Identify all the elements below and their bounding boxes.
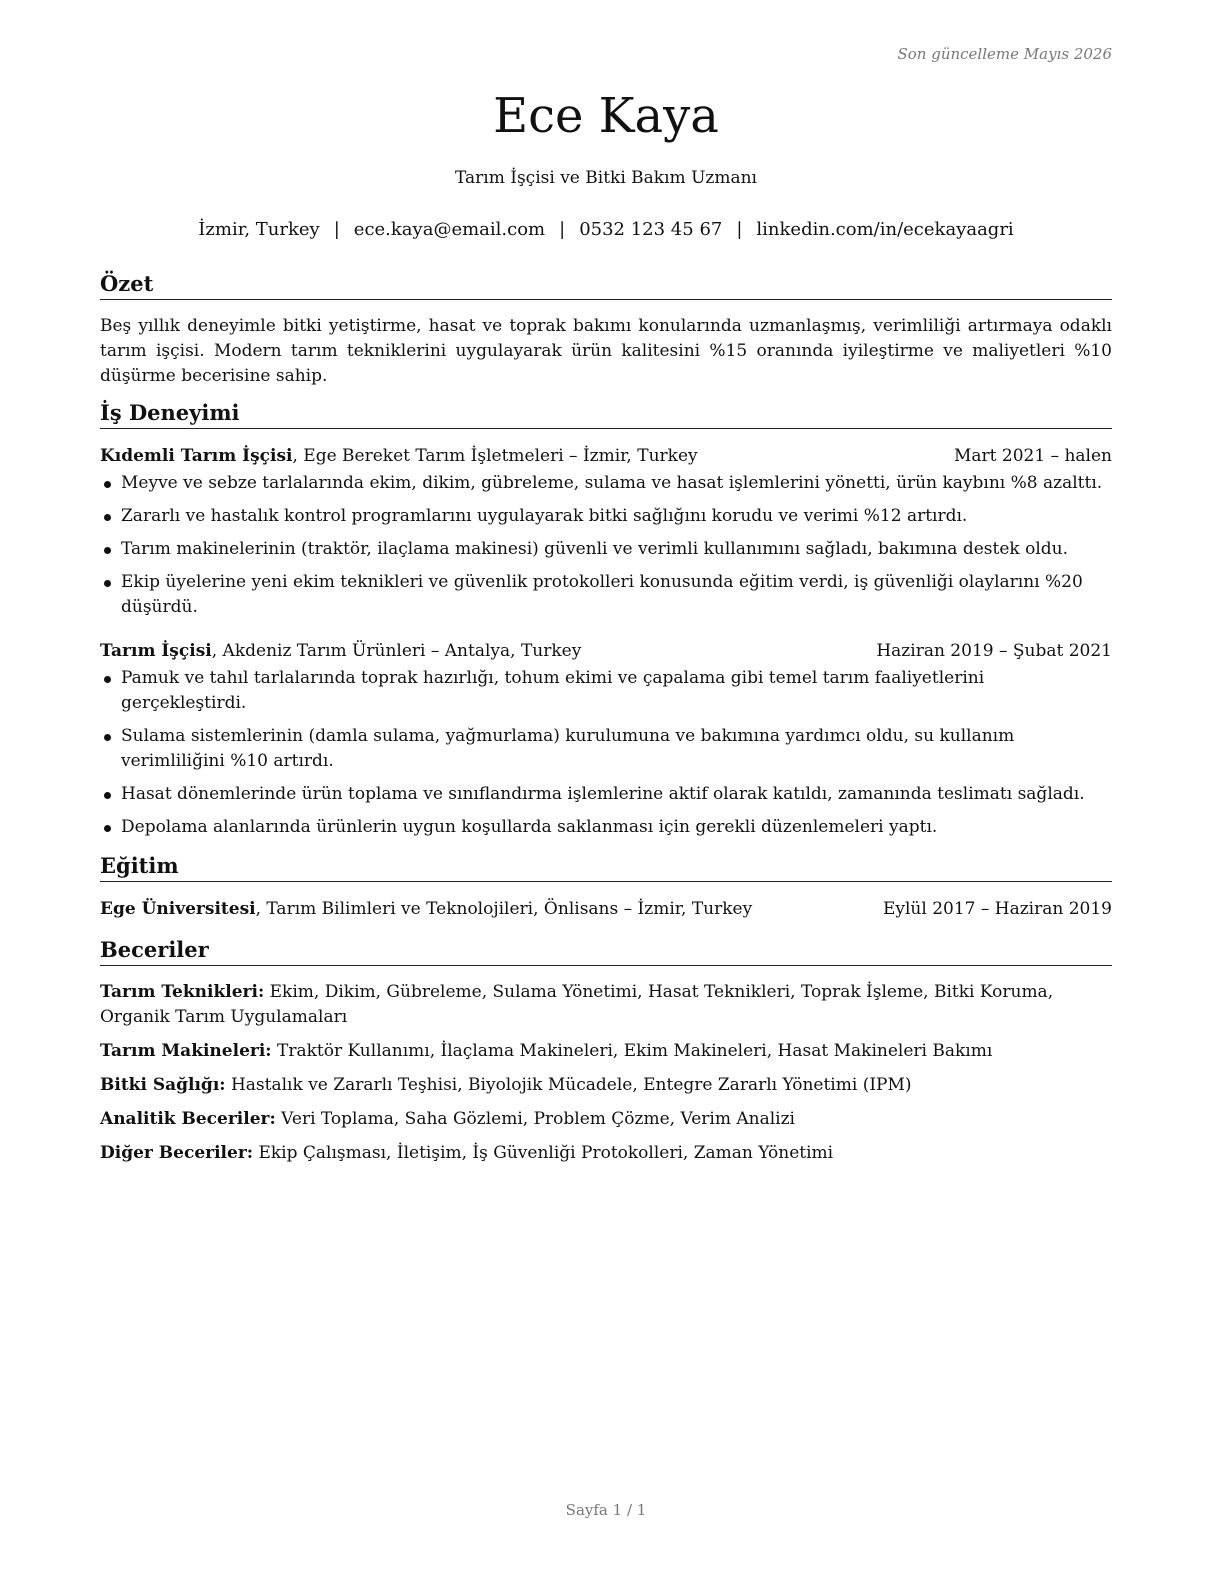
education-detail: , Tarım Bilimleri ve Teknolojileri, Önlisans – İzmir, Turkey	[255, 899, 753, 919]
job-company: , Akdeniz Tarım Ürünleri – Antalya, Turkey	[211, 641, 582, 661]
candidate-title: Tarım İşçisi ve Bitki Bakım Uzmanı	[455, 168, 757, 188]
job-company: , Ege Bereket Tarım İşletmeleri – İzmir, Turkey	[292, 446, 698, 466]
bullet-item: Meyve ve sebze tarlalarında ekim, dikim, gübreleme, sulama ve hasat işlemlerini yönetti, ürün kaybını %8 azalttı.	[100, 471, 1112, 496]
experience-section	[100, 399, 1112, 840]
summary-section	[100, 270, 1112, 389]
education-section	[100, 852, 1112, 922]
candidate-name: Ece Kaya	[493, 88, 719, 144]
skill-value: Ekim, Dikim, Gübreleme, Sulama Yönetimi, Hasat Teknikleri, Toprak İşleme, Bitki Koruma, Organik Tarım Uygulamaları	[100, 982, 1054, 1027]
skill-label: Analitik Beceriler:	[100, 1109, 276, 1129]
bullet-item: Pamuk ve tahıl tarlalarında toprak hazırlığı, tohum ekimi ve çapalama gibi temel tarım faaliyetlerini gerçekleştirdi.	[100, 666, 1112, 716]
skill-group	[100, 1141, 1112, 1166]
skill-value: Traktör Kullanımı, İlaçlama Makineleri, Ekim Makineleri, Hasat Makineleri Bakımı	[271, 1041, 993, 1061]
job-role-line	[100, 443, 698, 469]
skill-value: Veri Toplama, Saha Gözlemi, Problem Çözme, Verim Analizi	[275, 1109, 795, 1129]
section-heading-experience: İş Deneyimi	[100, 399, 1112, 429]
job-title: Kıdemli Tarım İşçisi	[100, 446, 293, 466]
job-bullets	[100, 666, 1112, 840]
skill-value: Ekip Çalışması, İletişim, İş Güvenliği Protokolleri, Zaman Yönetimi	[253, 1143, 834, 1163]
education-dates: Eylül 2017 – Haziran 2019	[882, 899, 1112, 919]
job-dates: Mart 2021 – halen	[953, 446, 1112, 466]
skill-label: Tarım Teknikleri:	[100, 982, 265, 1002]
skill-group	[100, 980, 1112, 1030]
resume-body	[100, 270, 1112, 1176]
job-title: Tarım İşçisi	[100, 641, 212, 661]
job-entry	[100, 638, 1112, 840]
job-dates: Haziran 2019 – Şubat 2021	[876, 641, 1112, 661]
job-role-line	[100, 638, 581, 664]
bullet-item: Zararlı ve hastalık kontrol programlarını uygulayarak bitki sağlığını korudu ve verimi %12 artırdı.	[100, 504, 1112, 529]
contact-separator: |	[559, 219, 566, 240]
job-bullets	[100, 471, 1112, 620]
job-header	[100, 443, 1112, 469]
skill-label: Tarım Makineleri:	[100, 1041, 272, 1061]
contact-location: İzmir, Turkey	[198, 219, 320, 240]
contact-separator: |	[333, 219, 340, 240]
contact-linkedin[interactable]: linkedin.com/in/ecekayaagri	[756, 219, 1014, 240]
skills-section	[100, 936, 1112, 1166]
job-header	[100, 638, 1112, 664]
last-updated: Son güncelleme Mayıs 2026	[897, 45, 1112, 63]
education-entry	[100, 896, 1112, 922]
bullet-item: Tarım makinelerinin (traktör, ilaçlama makinesi) güvenli ve verimli kullanımını sağladı, bakımına destek oldu.	[100, 537, 1112, 562]
section-heading-summary: Özet	[100, 270, 1112, 300]
education-line	[100, 896, 752, 922]
job-entry	[100, 443, 1112, 620]
resume-page	[100, 0, 1112, 1584]
bullet-item: Hasat dönemlerinde ürün toplama ve sınıflandırma işlemlerine aktif olarak katıldı, zamanında teslimatı sağladı.	[100, 782, 1112, 807]
contact-phone: 0532 123 45 67	[579, 219, 723, 240]
section-heading-education: Eğitim	[100, 852, 1112, 882]
skill-group	[100, 1073, 1112, 1098]
skill-group	[100, 1039, 1112, 1064]
contact-line	[100, 219, 1112, 240]
skill-group	[100, 1107, 1112, 1132]
page-number: Sayfa 1 / 1	[565, 1501, 647, 1519]
bullet-item: Depolama alanlarında ürünlerin uygun koşullarda saklanması için gerekli düzenlemeleri yaptı.	[100, 815, 1112, 840]
contact-email[interactable]: ece.kaya@email.com	[353, 219, 546, 240]
skill-label: Bitki Sağlığı:	[100, 1075, 226, 1095]
bullet-item: Sulama sistemlerinin (damla sulama, yağmurlama) kurulumuna ve bakımına yardımcı oldu, su kullanım verimliliğini %10 artırdı.	[100, 724, 1112, 774]
bullet-item: Ekip üyelerine yeni ekim teknikleri ve güvenlik protokolleri konusunda eğitim verdi, iş güvenliği olaylarını %20 düşürdü.	[100, 570, 1112, 620]
section-heading-skills: Beceriler	[100, 936, 1112, 966]
summary-text: Beş yıllık deneyimle bitki yetiştirme, hasat ve toprak bakımı konularında uzmanlaşmış, verimliliği artırmaya odaklı tarım işçisi. Modern tarım tekniklerini uygulayarak ürün kalitesini %15 oranında iyileştirme ve maliyetleri %10 düşürme becerisine sahip.	[100, 316, 1112, 386]
skill-label: Diğer Beceriler:	[100, 1143, 254, 1163]
skill-value: Hastalık ve Zararlı Teşhisi, Biyolojik Mücadele, Entegre Zararlı Yönetimi (IPM)	[225, 1075, 912, 1095]
contact-separator: |	[736, 219, 743, 240]
school-name: Ege Üniversitesi	[100, 899, 256, 919]
